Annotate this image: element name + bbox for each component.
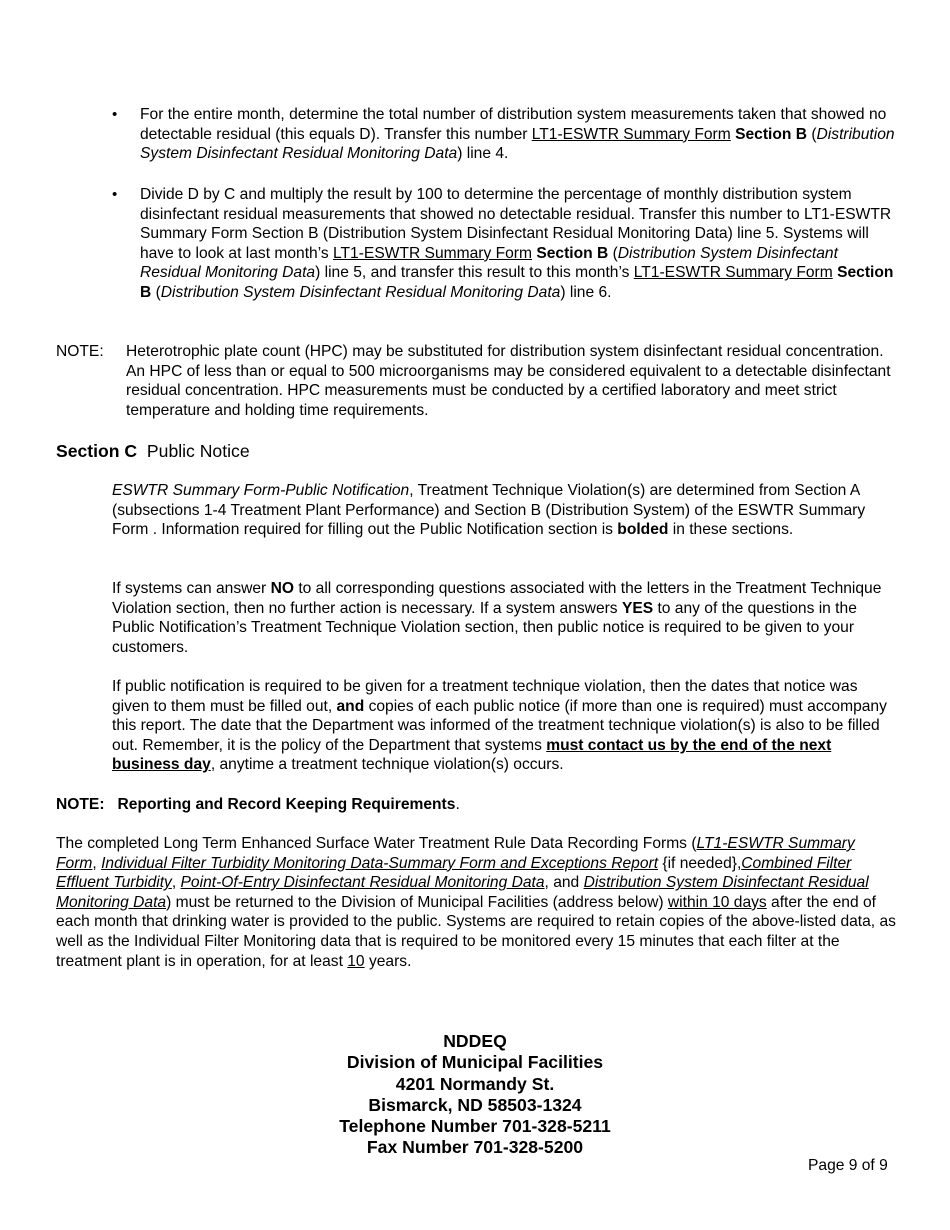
bullet-text: ) line 6. xyxy=(560,283,612,301)
address-fax: Fax Number 701-328-5200 xyxy=(366,1137,584,1158)
bullet-marker: • xyxy=(112,106,118,123)
address-phone: Telephone Number 701-328-5211 xyxy=(339,1116,611,1137)
paragraph-text: ) must be returned to the Division of Municipal Facilities (address below) xyxy=(166,893,668,911)
paragraph-text: after the end of each month that drinking water is provided to the public. Systems are required to retain copies of the above-listed data, as well as the Individual Filter Monitoring data that is required to be monitored every 15 minutes that each filter at the treatment plant is in operation, for at least xyxy=(56,893,896,970)
form-reference: LT1-ESWTR Summary Form xyxy=(633,264,833,282)
paragraph-text: years. xyxy=(364,952,412,970)
form-reference: LT1-ESWTR Summary Form xyxy=(333,244,532,262)
section-title: Public Notice xyxy=(146,441,250,461)
paragraph-text: , and xyxy=(544,874,584,892)
note-title: Reporting and Record Keeping Requirements xyxy=(117,796,456,813)
bullet-text: ( xyxy=(151,283,161,301)
paragraph-text: If public notification is required to be given for a treatment technique violation, then the dates that notice was given to them must be filled out, xyxy=(112,678,858,715)
bullet-text: Divide D by C and multiply the result by 100 to determine the percentage of monthly distribution system disinfectant residual measurements that showed no detectable residual. Transfer this number to LT1-ESWTR Summary Form Section B (Distribution System Disinfectant Residual Monitoring Data) line 5. Systems will have to look at last month’s xyxy=(140,186,892,262)
form-name: Point-Of-Entry Disinfectant Residual Monitoring Data xyxy=(180,874,545,892)
paragraph-text: to any of the questions in the Public Notification’s Treatment Technique Violation section, then public notice is required to be given to your customers. xyxy=(112,599,857,656)
paragraph-text: {if needed}, xyxy=(658,854,742,872)
address-org: NDDEQ xyxy=(443,1031,507,1051)
deadline-emphasis: within 10 days xyxy=(667,893,767,911)
paragraph-text: , xyxy=(92,854,102,872)
form-section-title: Distribution System Disinfectant Residual Monitoring Data xyxy=(140,244,838,282)
section-reference: Section B xyxy=(735,125,808,143)
section-reference: Section B xyxy=(140,264,894,301)
note-label: NOTE: xyxy=(56,796,105,813)
paragraph-text: copies of each public notice (if more than one is required) must accompany this report. The date that the Department was informed of the treatment technique violation(s) is also to be filled out. Remember, it is the policy of the Department that systems xyxy=(112,697,887,754)
bullet-marker: • xyxy=(112,186,118,203)
bullet-item-1 xyxy=(140,105,895,164)
section-reference: Section B xyxy=(536,244,609,262)
form-name: Distribution System Disinfectant Residual Monitoring Data xyxy=(56,874,869,911)
form-name: LT1-ESWTR Summary Form xyxy=(56,835,855,872)
bold-word: and xyxy=(336,697,365,715)
form-section-title: Distribution System Disinfectant Residual Monitoring Data xyxy=(140,125,895,163)
bullet-text: ( xyxy=(608,244,618,262)
bold-word: NO xyxy=(270,580,294,597)
public-notice-paragraph-3 xyxy=(112,677,896,775)
section-c-heading xyxy=(56,440,250,462)
retention-years: 10 xyxy=(347,952,365,970)
public-notice-paragraph-1 xyxy=(112,481,896,540)
reporting-paragraph xyxy=(56,834,896,971)
contact-deadline-emphasis: must contact us by the end of the next business day xyxy=(112,736,832,774)
public-notice-paragraph-2 xyxy=(112,579,896,657)
form-name: Combined Filter Effluent Turbidity xyxy=(56,854,852,892)
note-label: NOTE: xyxy=(56,343,104,360)
bullet-item-2 xyxy=(140,185,895,303)
page-number: Page 9 of 9 xyxy=(808,1157,888,1174)
paragraph-text: in these sections. xyxy=(668,521,794,539)
paragraph-text: , anytime a treatment technique violation(s) occurs. xyxy=(210,756,564,774)
address-block xyxy=(0,1031,950,1159)
bullet-text: ) line 4. xyxy=(457,145,509,163)
bullet-text: ) line 5, and transfer this result to this month’s xyxy=(315,264,634,282)
form-title: ESWTR Summary Form-Public Notification xyxy=(112,482,410,499)
note-punctuation: . xyxy=(455,796,460,813)
address-street: 4201 Normandy St. xyxy=(395,1073,555,1094)
bullet-text: ( xyxy=(807,125,817,143)
paragraph-text: The completed Long Term Enhanced Surface Water Treatment Rule Data Recording Forms ( xyxy=(56,835,697,852)
reporting-note-heading xyxy=(56,795,896,815)
address-division: Division of Municipal Facilities xyxy=(346,1052,604,1073)
paragraph-text: If systems can answer xyxy=(112,580,271,597)
bullet-text: For the entire month, determine the total number of distribution system measurements taken that showed no detectable residual (this equals D). Transfer this number xyxy=(140,106,887,143)
paragraph-text: , Treatment Technique Violation(s) are determined from Section A (subsections 1-4 Treatment Plant Performance) and Section B (Distribution System) of the ESWTR Summary Form . Information required for filling out the Public Notification section is xyxy=(112,482,866,539)
form-section-title: Distribution System Disinfectant Residual Monitoring Data xyxy=(160,283,561,301)
section-label: Section C xyxy=(56,441,138,461)
bold-word: YES xyxy=(621,599,654,617)
form-name: Individual Filter Turbidity Monitoring Data-Summary Form and Exceptions Report xyxy=(101,854,659,872)
address-city: Bismarck, ND 58503-1324 xyxy=(368,1094,582,1115)
bold-word: bolded xyxy=(617,521,669,539)
paragraph-text: , xyxy=(171,874,181,892)
paragraph-text: to all corresponding questions associated with the letters in the Treatment Technique Violation section, then no further action is necessary. If a system answers xyxy=(112,580,882,617)
form-reference: LT1-ESWTR Summary Form xyxy=(531,125,731,143)
note-text: Heterotrophic plate count (HPC) may be substituted for distribution system disinfectant residual concentration. An HPC of less than or equal to 500 microorganisms may be considered equivalent to a detectable disinfectant residual concentration. HPC measurements must be conducted by a certified laboratory and meet strict temperature and holding time requirements. xyxy=(126,343,891,419)
